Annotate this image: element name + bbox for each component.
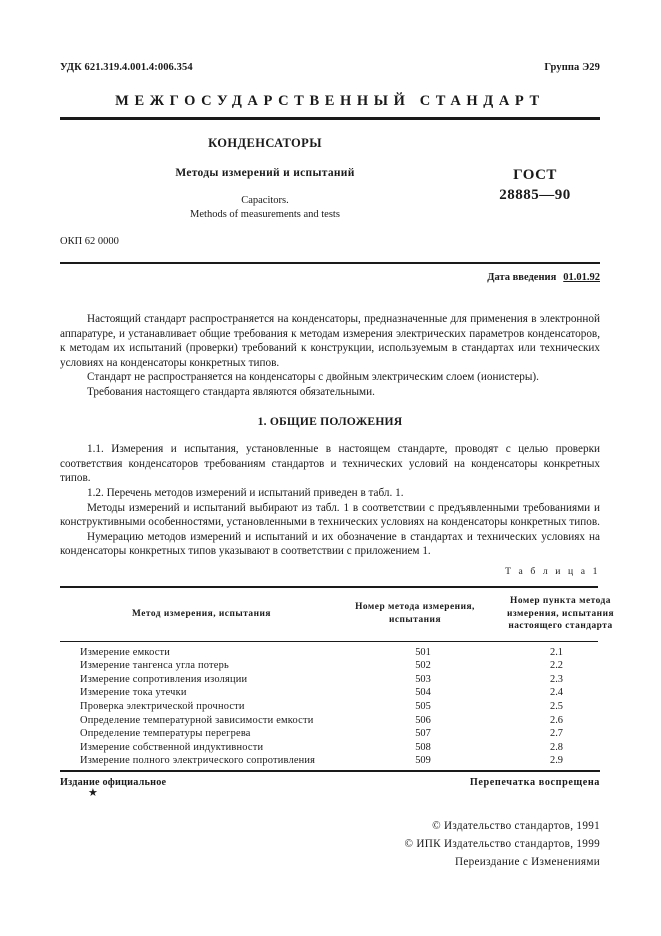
table-caption: Т а б л и ц а 1 xyxy=(505,566,600,577)
document-body xyxy=(60,312,600,559)
paragraph-1-2: 1.2. Перечень методов измерений и испытаний приведен в табл. 1. xyxy=(87,486,404,499)
cell-clause-number: 2.4 xyxy=(550,687,563,699)
group-code: Группа Э29 xyxy=(544,62,600,73)
cell-method-name: Измерение емкости xyxy=(80,646,171,658)
effective-date xyxy=(487,272,600,283)
cell-method-number: 502 xyxy=(415,660,431,672)
cell-clause-number: 2.2 xyxy=(550,660,563,672)
paragraph-scope-3: Требования настоящего стандарта являются обязательными. xyxy=(87,385,375,398)
gost-label: ГОСТ xyxy=(513,167,557,183)
cell-method-number: 508 xyxy=(415,741,431,753)
english-title xyxy=(60,194,470,222)
cell-method-name: Измерение тока утечки xyxy=(80,687,187,699)
english-title-line2: Methods of measurements and tests xyxy=(190,209,340,220)
column-header-clause: Номер пункта метода измерения, испытания настоящего стандарта xyxy=(506,596,615,632)
cell-method-number: 509 xyxy=(415,755,431,767)
okp-rule xyxy=(60,262,600,264)
effective-date-label: Дата введения xyxy=(487,272,557,283)
page-title: КОНДЕНСАТОРЫ xyxy=(208,136,322,150)
table-row xyxy=(60,659,624,673)
gost-designation xyxy=(470,165,600,205)
english-title-line1: Capacitors. xyxy=(241,195,289,206)
gost-number: 28885—90 xyxy=(499,187,571,203)
reprint-forbidden-label: Перепечатка воспрещена xyxy=(469,777,600,788)
paragraph-numbering: Нумерацию методов измерений и испытаний и их обозначение в стандартах и технических условиях на конденсаторы конкретных типов указывают в соответствии с приложением 1. xyxy=(60,530,600,558)
cell-method-name: Измерение собственной индуктивности xyxy=(80,741,264,753)
table-header-row xyxy=(60,588,634,641)
reissue-note: Переиздание с Изменениями xyxy=(455,856,600,868)
cell-clause-number: 2.9 xyxy=(550,755,563,767)
paragraph-methods-selection: Методы измерений и испытаний выбирают из табл. 1 в соответствии с предъявленными требованиями и конструктивными особенностями, установленными в технических условиях на конденсаторы конкретных типов. xyxy=(60,501,600,529)
copyright-block xyxy=(404,817,600,871)
cell-method-number: 503 xyxy=(415,673,431,685)
methods-table-body xyxy=(60,642,624,790)
cell-method-number: 506 xyxy=(415,714,431,726)
table-row xyxy=(60,727,624,741)
cell-method-name: Измерение сопротивления изоляции xyxy=(80,673,248,685)
paragraph-scope-2: Стандарт не распространяется на конденсаторы с двойным электрическим слоем (ионистеры). xyxy=(87,371,539,384)
footer-row xyxy=(60,777,600,788)
cell-clause-number: 2.5 xyxy=(550,701,563,713)
cell-clause-number: 2.1 xyxy=(550,646,563,658)
cell-clause-number: 2.8 xyxy=(550,741,563,753)
official-edition-label: Издание официальное xyxy=(60,777,167,788)
methods-table-head xyxy=(60,588,634,641)
okp-code: ОКП 62 0000 xyxy=(60,236,119,247)
cell-clause-number: 2.6 xyxy=(550,714,563,726)
table-row xyxy=(60,686,624,700)
table-row xyxy=(60,673,624,687)
header-row xyxy=(60,62,600,73)
cell-method-name: Определение температуры перегрева xyxy=(80,728,251,740)
paragraph-scope-1: Настоящий стандарт распространяется на конденсаторы, предназначенные для применения в электронной аппаратуре, и устанавливает общие требования к методам измерения электрических параметров конденсаторов, к методам их испытаний (проверки) требований к конструкции, используемым в стандартах или технических условиях на конденсаторы конкретных типов. xyxy=(60,313,600,369)
star-icon: ★ xyxy=(88,787,98,799)
table-row xyxy=(60,714,624,728)
copyright-line-2: © ИПК Издательство стандартов, 1999 xyxy=(404,838,600,850)
cell-method-number: 501 xyxy=(415,646,431,658)
cell-clause-number: 2.3 xyxy=(550,673,563,685)
cell-method-name: Проверка электрической прочности xyxy=(80,701,245,713)
column-header-number: Номер метода измерения, испытания xyxy=(355,602,475,625)
paragraph-1-1: 1.1. Измерения и испытания, установленные в настоящем стандарте, проводят с целью проверки соответствия конденсаторов требованиям стандартов и технических условий на конденсаторы конкретных типов. xyxy=(60,443,600,485)
table-row xyxy=(60,700,624,714)
cell-method-name: Определение температурной зависимости емкости xyxy=(80,714,314,726)
cell-method-name: Измерение полного электрического сопротивления xyxy=(80,755,316,767)
effective-date-value: 01.01.92 xyxy=(563,272,600,283)
udk-code: УДК 621.319.4.001.4:006.354 xyxy=(60,62,193,73)
page-subtitle: Методы измерений и испытаний xyxy=(175,167,355,179)
table-row xyxy=(60,642,624,660)
banner-rule xyxy=(60,117,600,120)
copyright-line-1: © Издательство стандартов, 1991 xyxy=(432,820,600,832)
cell-method-name: Измерение тангенса угла потерь xyxy=(80,660,229,672)
cell-method-number: 504 xyxy=(415,687,431,699)
methods-table xyxy=(60,586,615,790)
section-heading-1: 1. ОБЩИЕ ПОЛОЖЕНИЯ xyxy=(257,414,403,428)
column-header-method: Метод измерения, испытания xyxy=(132,608,271,619)
standard-banner: МЕЖГОСУДАРСТВЕННЫЙ СТАНДАРТ xyxy=(115,93,545,109)
cell-clause-number: 2.7 xyxy=(550,728,563,740)
table-row xyxy=(60,741,624,755)
cell-method-number: 507 xyxy=(415,728,431,740)
footer-rule xyxy=(60,770,600,772)
cell-method-number: 505 xyxy=(415,701,431,713)
